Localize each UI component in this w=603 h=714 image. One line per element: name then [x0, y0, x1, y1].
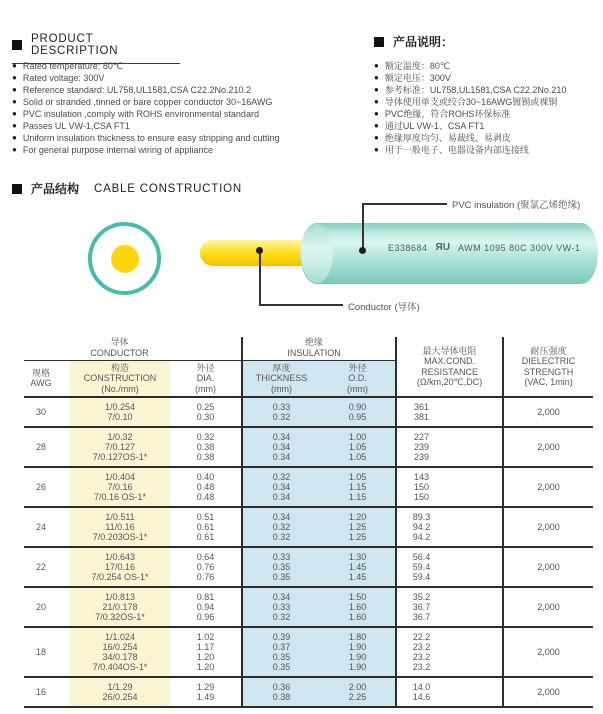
heading-square-icon	[12, 184, 22, 194]
bullet-text: 通过UL VW-1、CSA FT1	[384, 121, 485, 131]
bullet-text: PVC绝缘，符合ROHS环保标准	[384, 109, 511, 119]
cell-dielectric: 2,000	[503, 427, 593, 467]
heading-square-icon	[12, 40, 22, 50]
cable-cross-section	[88, 222, 161, 295]
section-title-zh: 产品说明：	[393, 35, 454, 49]
cell-thickness: 0.36 0.38	[242, 677, 320, 707]
conductor-core-circle	[111, 245, 139, 273]
heading-square-icon	[374, 37, 384, 47]
pvc-leader-line	[362, 203, 447, 205]
column-header-dia: 外径 DIA. (mm)	[170, 360, 242, 397]
bullet-icon: ●	[374, 85, 379, 94]
cell-dia: 1.29 1.49	[170, 677, 242, 707]
conductor-leader-dot	[256, 247, 263, 254]
cell-resistance: 227 239 239	[396, 427, 503, 467]
cell-thickness: 0.32 0.34 0.34	[242, 467, 320, 507]
cell-dia: 0.64 0.76 0.76	[170, 547, 242, 587]
bullet-text: Rated voltage: 300V	[22, 73, 105, 83]
cell-resistance: 35.2 36.7 36.7	[396, 587, 503, 627]
cell-od: 1.30 1.45 1.45	[320, 547, 396, 587]
bullet-item	[374, 108, 603, 120]
bullet-icon: ●	[374, 73, 379, 82]
bullet-item	[374, 60, 603, 72]
cell-dia: 1.02 1.17 1.20 1.20	[170, 627, 242, 677]
bullet-icon: ●	[12, 97, 17, 106]
cell-awg: 18	[24, 627, 70, 677]
bullet-item	[12, 132, 372, 144]
spec-row	[24, 507, 593, 547]
cell-dielectric: 2,000	[503, 627, 593, 677]
spec-row	[24, 677, 593, 707]
cable-construction-diagram	[0, 195, 603, 325]
column-header-od: 外径 O.D. (mm)	[320, 360, 396, 397]
cell-resistance: 89.3 94.2 94.2	[396, 507, 503, 547]
column-header-resistance: 最大导体电阻 MAX.COND. RESISTANCE (Ω/km,20℃,DC)	[396, 337, 503, 397]
cell-construction: 1/1.29 26/0.254	[70, 677, 170, 707]
bullet-text: 用于一般电子、电器设备内部连接线	[384, 145, 529, 155]
cell-dielectric: 2,000	[503, 467, 593, 507]
bullet-text: Reference standard: UL758,UL1581,CSA C22.2No.210.2	[22, 85, 251, 95]
cell-thickness: 0.33 0.32	[242, 397, 320, 427]
cell-od: 1.05 1.15 1.15	[320, 467, 396, 507]
bullet-item	[374, 144, 603, 156]
bullet-text: Uniform insulation thickness to ensure easy stripping and cutting	[22, 133, 280, 143]
column-header-construction: 构造 CONSTRUCTION (No./mm)	[70, 360, 170, 397]
bullet-item	[12, 108, 372, 120]
cell-dielectric: 2,000	[503, 587, 593, 627]
cell-dielectric: 2,000	[503, 507, 593, 547]
bullet-icon: ●	[12, 73, 17, 82]
bullet-icon: ●	[12, 145, 17, 154]
cell-dielectric: 2,000	[503, 397, 593, 427]
bullet-item	[374, 72, 603, 84]
bullet-text: 参考标准：UL758,UL1581,CSA C22.2No.210	[384, 85, 567, 95]
column-header-awg: 规格 AWG	[24, 360, 70, 397]
bullet-icon: ●	[12, 61, 17, 70]
spec-row	[24, 467, 593, 507]
section-title-en: PRODUCT DESCRIPTION	[31, 33, 119, 57]
bullet-text: 额定温度：80℃	[384, 61, 450, 71]
bullet-icon: ●	[374, 109, 379, 118]
cell-resistance: 56.4 59.4 59.4	[396, 547, 503, 587]
bullet-text: Solid or stranded ,tinned or bare copper conductor 30~16AWG	[22, 97, 273, 107]
bullet-icon: ●	[374, 97, 379, 106]
bullet-icon: ●	[374, 133, 379, 142]
cable-spec-text: AWM 1095 80C 300V VW-1	[457, 242, 581, 253]
cell-thickness: 0.34 0.34 0.34	[242, 427, 320, 467]
pvc-leader-dot	[359, 247, 366, 254]
bullet-text: Passes UL VW-1,CSA FT1	[22, 121, 130, 131]
cell-thickness: 0.33 0.35 0.35	[242, 547, 320, 587]
ul-recognized-mark-icon: ЯU	[435, 242, 450, 253]
cell-od: 1.20 1.25 1.25	[320, 507, 396, 547]
conductor-label: Conductor (导体)	[348, 302, 420, 313]
cell-resistance: 22.2 23.2 23.2 23.2	[396, 627, 503, 677]
bullet-text: Rated temperature: 80℃	[22, 61, 124, 71]
bullet-icon: ●	[12, 85, 17, 94]
bullet-item	[12, 144, 372, 156]
spec-row	[24, 427, 593, 467]
cell-dielectric: 2,000	[503, 677, 593, 707]
cell-construction: 1/0.813 21/0.178 7/0.32OS-1*	[70, 587, 170, 627]
cell-construction: 1/0.404 7/0.16 7/0.16 OS-1*	[70, 467, 170, 507]
cell-construction: 1/0.643 17/0.16 7/0.254 OS-1*	[70, 547, 170, 587]
bullet-item	[374, 132, 603, 144]
bullet-icon: ●	[374, 121, 379, 130]
bullet-item	[374, 96, 603, 108]
pvc-insulation-sheath	[300, 223, 598, 284]
bullet-item	[12, 72, 372, 84]
product-description-list-zh	[374, 60, 603, 156]
spec-row	[24, 627, 593, 677]
cell-od: 2.00 2.25	[320, 677, 396, 707]
spec-row	[24, 587, 593, 627]
cell-od: 1.50 1.60 1.60	[320, 587, 396, 627]
cell-awg: 22	[24, 547, 70, 587]
cell-awg: 16	[24, 677, 70, 707]
group-header-conductor: 导体 CONDUCTOR	[24, 337, 242, 360]
section-heading-product-description-zh	[374, 33, 453, 50]
product-description-list-en	[12, 60, 372, 156]
cell-thickness: 0.34 0.32 0.32	[242, 507, 320, 547]
cell-awg: 28	[24, 427, 70, 467]
bullet-icon: ●	[12, 133, 17, 142]
construction-title-en: CABLE CONSTRUCTION	[94, 182, 242, 195]
bullet-text: For general purpose internal wiring of appliance	[22, 145, 213, 155]
spec-row	[24, 397, 593, 427]
cell-resistance: 14.0 14.6	[396, 677, 503, 707]
cell-awg: 20	[24, 587, 70, 627]
cell-dia: 0.40 0.48 0.48	[170, 467, 242, 507]
cell-resistance: 361 381	[396, 397, 503, 427]
cell-dia: 0.51 0.61 0.61	[170, 507, 242, 547]
pvc-leader-line	[362, 203, 364, 249]
bullet-icon: ●	[374, 145, 379, 154]
cell-od: 1.80 1.90 1.90 1.90	[320, 627, 396, 677]
bullet-item	[12, 120, 372, 132]
cell-dia: 0.81 0.94 0.96	[170, 587, 242, 627]
sheath-end-face	[301, 224, 333, 283]
bullet-text: 额定电压：300V	[384, 73, 451, 83]
cell-awg: 26	[24, 467, 70, 507]
cell-construction: 1/0.254 7/0.10	[70, 397, 170, 427]
cell-dielectric: 2,000	[503, 547, 593, 587]
bullet-icon: ●	[12, 109, 17, 118]
cell-od: 0.90 0.95	[320, 397, 396, 427]
spec-row	[24, 547, 593, 587]
cable-marking-text	[388, 242, 581, 253]
cell-od: 1.00 1.05 1.05	[320, 427, 396, 467]
conductor-leader-line	[259, 251, 261, 305]
cell-dia: 0.32 0.38 0.38	[170, 427, 242, 467]
cell-awg: 24	[24, 507, 70, 547]
column-header-thickness: 厚度 THICKNESS (mm)	[242, 360, 320, 397]
cell-dia: 0.25 0.30	[170, 397, 242, 427]
group-header-insulation: 绝缘 INSULATION	[242, 337, 396, 360]
cell-resistance: 143 150 150	[396, 467, 503, 507]
ul-file-number: E338684	[388, 242, 428, 253]
cell-awg: 30	[24, 397, 70, 427]
specification-table	[24, 337, 593, 708]
bullet-text: 导体使用单支或绞合30~16AWG镀锡或裸铜	[384, 97, 558, 107]
cell-construction: 1/1.024 16/0.254 34/0.178 7/0.404OS-1*	[70, 627, 170, 677]
bullet-item	[374, 84, 603, 96]
column-header-dielectric: 耐压强度 DIELECTRIC STRENGTH (VAC, 1min)	[503, 337, 593, 397]
bullet-text: PVC insulation ,comply with ROHS environmental standard	[22, 109, 259, 119]
conductor-leader-line	[259, 304, 343, 306]
construction-title-zh: 产品结构	[31, 182, 80, 196]
bullet-icon: ●	[12, 121, 17, 130]
bullet-icon: ●	[374, 61, 379, 70]
cell-construction: 1/0.32 7/0.127 7/0.127OS-1*	[70, 427, 170, 467]
cell-thickness: 0.39 0.37 0.35 0.35	[242, 627, 320, 677]
bullet-text: 绝缘厚度均匀、易裁线、易剥皮	[384, 133, 511, 143]
cell-thickness: 0.34 0.33 0.32	[242, 587, 320, 627]
bullet-item	[12, 60, 372, 72]
bullet-item	[12, 96, 372, 108]
bullet-item	[374, 120, 603, 132]
cell-construction: 1/0.511 11/0.16 7/0.203OS-1*	[70, 507, 170, 547]
pvc-insulation-label: PVC insulation (聚氯乙烯绝缘)	[452, 200, 581, 211]
bullet-item	[12, 84, 372, 96]
